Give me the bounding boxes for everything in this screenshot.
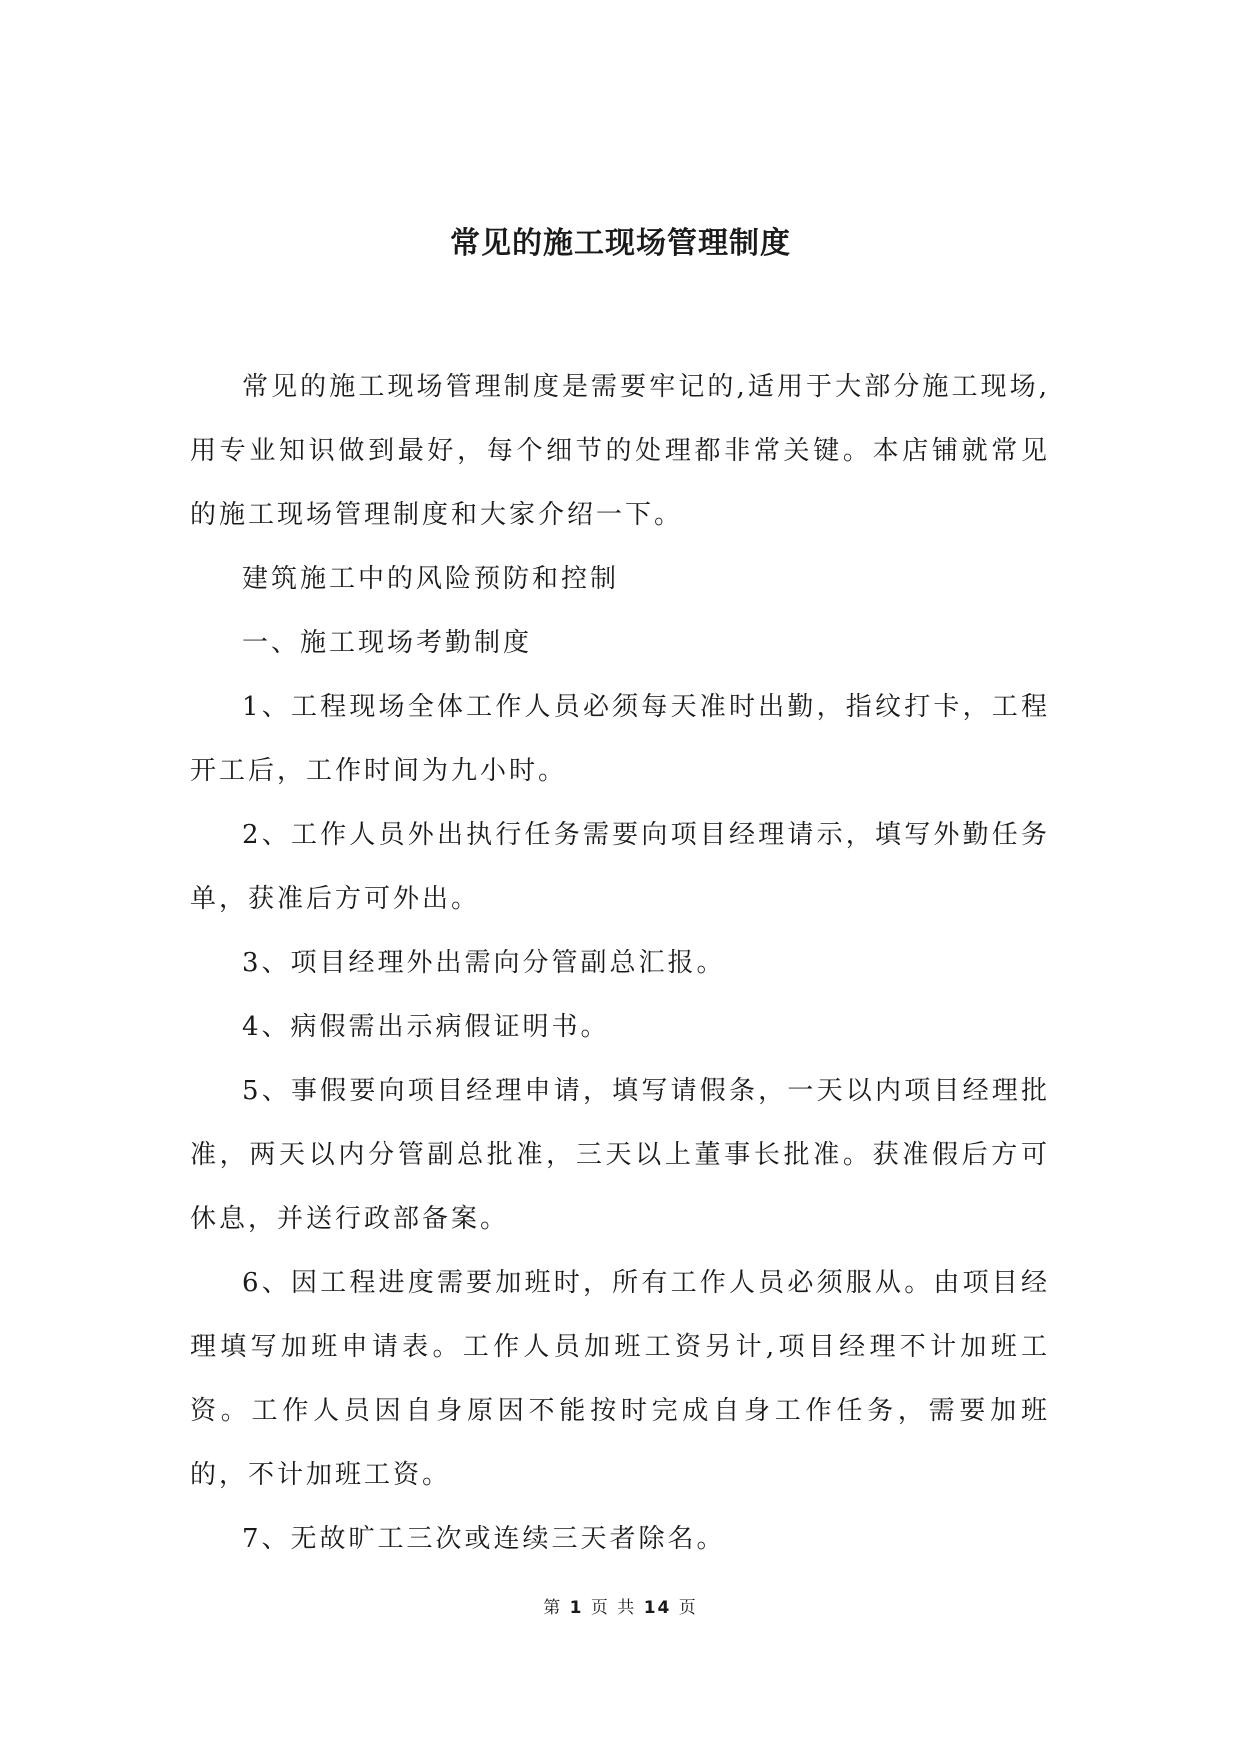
paragraph-item-6: 6、因工程进度需要加班时，所有工作人员必须服从。由项目经理填写加班申请表。工作人员加班工资另计,项目经理不计加班工资。工作人员因自身原因不能按时完成自身工作任务，需要加班的，不计加班工资。 <box>190 1268 1050 1490</box>
footer-middle: 页 共 <box>590 1598 637 1618</box>
paragraph-item-3: 3、项目经理外出需向分管副总汇报。 <box>242 948 726 978</box>
footer-prefix: 第 <box>543 1598 563 1618</box>
paragraph-item-1: 1、工程现场全体工作人员必须每天准时出勤，指纹打卡，工程开工后，工作时间为九小时。 <box>190 692 1050 786</box>
footer-current-page: 1 <box>569 1598 584 1618</box>
document-title: 常见的施工现场管理制度 <box>450 226 791 261</box>
paragraph-item-2: 2、工作人员外出执行任务需要向项目经理请示，填写外勤任务单，获准后方可外出。 <box>190 820 1050 914</box>
paragraph-item-5: 5、事假要向项目经理申请，填写请假条，一天以内项目经理批准，两天以内分管副总批准，三天以上董事长批准。获准假后方可休息，并送行政部备案。 <box>190 1076 1050 1234</box>
document-body <box>190 355 1050 1571</box>
section-heading-attendance: 一、施工现场考勤制度 <box>242 628 533 658</box>
footer-total-pages: 14 <box>643 1598 672 1618</box>
paragraph-item-7: 7、无故旷工三次或连续三天者除名。 <box>242 1524 726 1554</box>
paragraph-intro: 常见的施工现场管理制度是需要牢记的,适用于大部分施工现场,用专业知识做到最好，每个细节的处理都非常关键。本店铺就常见的施工现场管理制度和大家介绍一下。 <box>190 372 1050 530</box>
footer-suffix: 页 <box>678 1598 698 1618</box>
paragraph-risk-heading: 建筑施工中的风险预防和控制 <box>242 564 620 594</box>
paragraph-item-4: 4、病假需出示病假证明书。 <box>242 1012 610 1042</box>
page-footer <box>0 1596 1241 1620</box>
